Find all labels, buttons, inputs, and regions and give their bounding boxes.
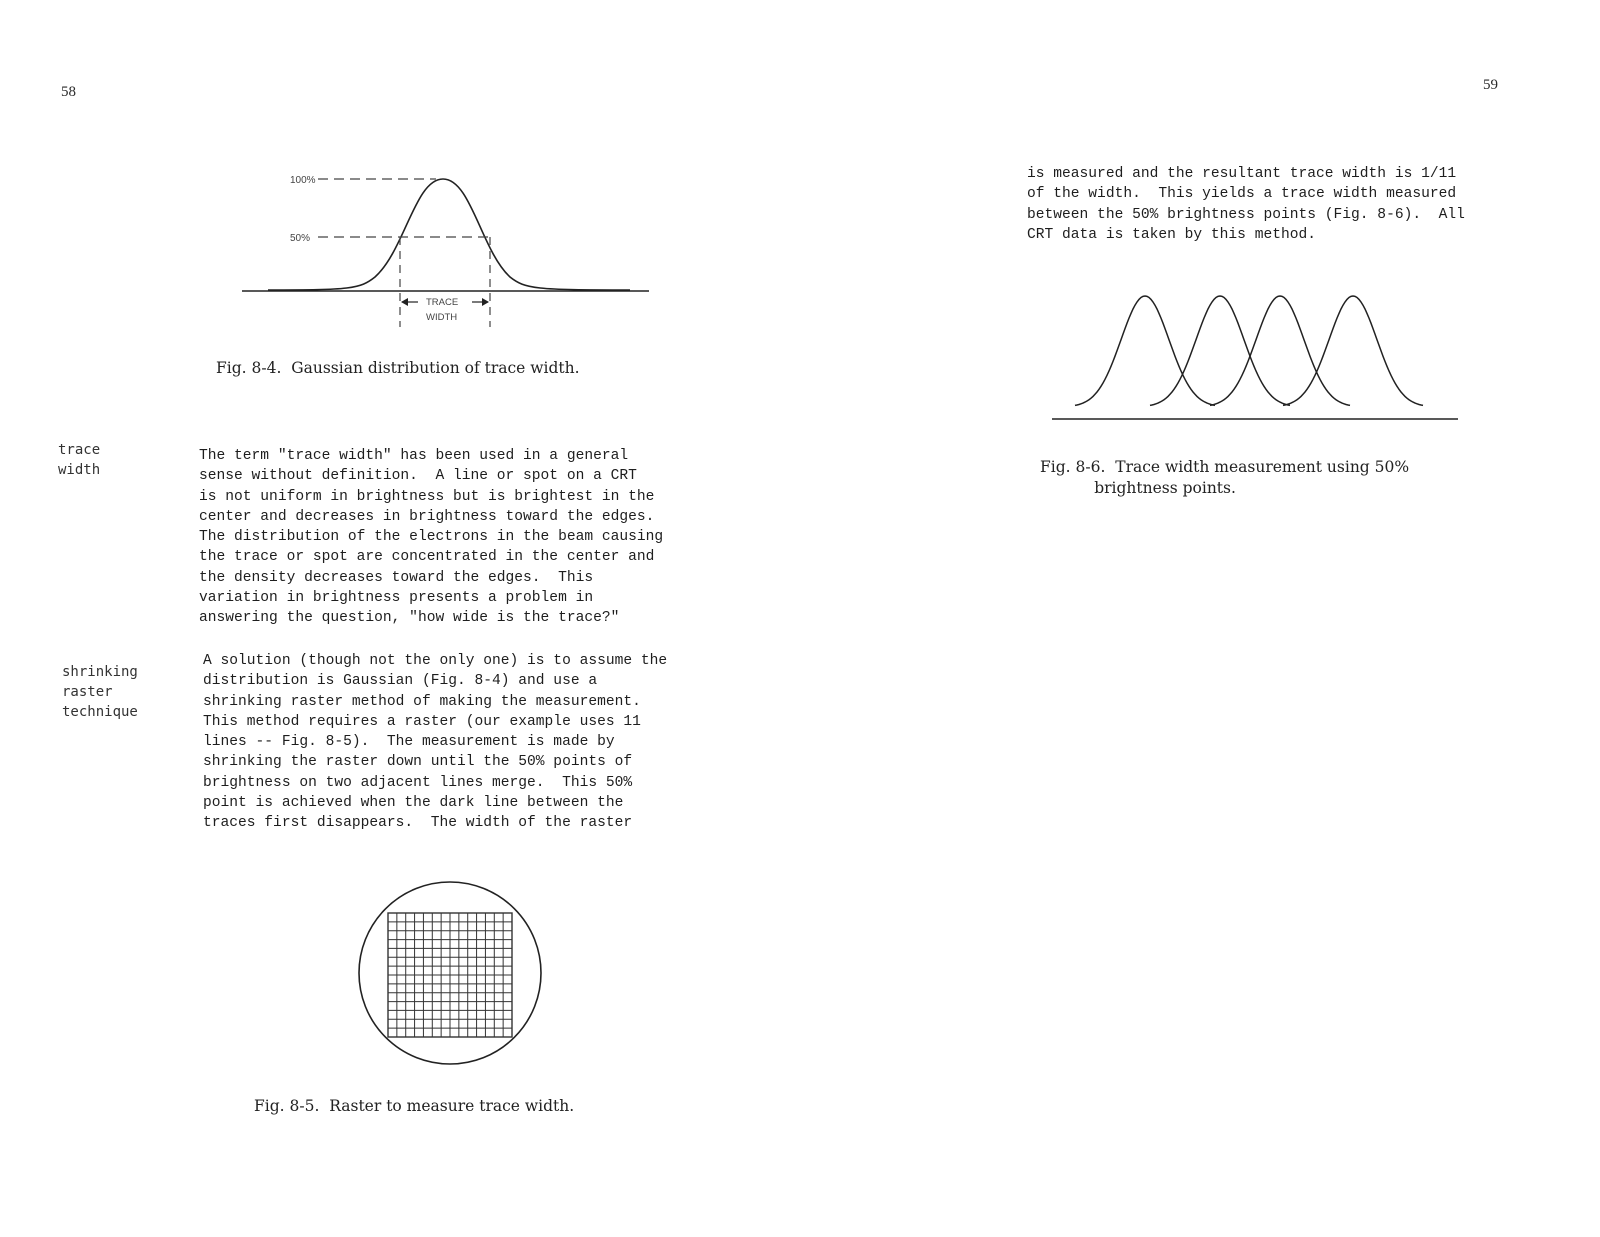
margin-note-shrinking-raster: shrinking raster technique xyxy=(62,664,138,720)
page-number-left: 58 xyxy=(61,84,76,100)
gaussian-curve xyxy=(268,179,630,290)
gaussian-curve xyxy=(1075,296,1215,405)
label-trace: TRACE xyxy=(426,297,459,308)
page-number-right: 59 xyxy=(1483,77,1498,93)
gaussian-curve xyxy=(1283,296,1423,405)
figure-8-4-gaussian xyxy=(240,165,670,335)
figure-8-6-caption: Fig. 8-6. Trace width measurement using 50% brightness points. xyxy=(1040,458,1410,497)
label-width: WIDTH xyxy=(426,312,458,323)
label-100: 100% xyxy=(290,175,316,186)
margin-note-trace-width: trace width xyxy=(58,442,101,478)
figure-8-5-raster xyxy=(355,880,545,1070)
gaussian-curve xyxy=(1210,296,1350,405)
arrow-right-head xyxy=(482,298,489,306)
gaussian-curve xyxy=(1150,296,1290,405)
paragraph-continued: is measured and the resultant trace width is 1/11 of the width. This yields a trace width measured between the 50% brightness points (Fig. 8-6). All CRT data is taken by this method. xyxy=(1027,166,1465,243)
paragraph-trace-width: The term "trace width" has been used in a general sense without definition. A line or spot on a CRT is not uniform in brightness but is brightest in the center and decreases in brightness toward the edges. The distribution of the electrons in the beam causing the trace or spot are concentrated in the center and the density decreases toward the edges. This variation in brightness presents a problem in answering the question, "how wide is the trace?" xyxy=(199,448,664,627)
label-50: 50% xyxy=(290,233,311,244)
figure-8-6-overlapping-gaussians xyxy=(1050,290,1470,430)
figure-8-5-caption: Fig. 8-5. Raster to measure trace width. xyxy=(254,1097,575,1115)
raster-grid xyxy=(388,913,512,1037)
paragraph-shrinking-raster: A solution (though not the only one) is to assume the distribution is Gaussian (Fig. 8-4) and use a shrinking raster method of making the measurement. This method requires a raster (our example uses 11 lines -- Fig. 8-5). The measurement is made by shrinking the raster down until the 50% points of brightness on two adjacent lines merge. This 50% point is achieved when the dark line between the traces first disappears. The width of the raster xyxy=(203,653,668,832)
arrow-left-head xyxy=(401,298,408,306)
figure-8-4-caption: Fig. 8-4. Gaussian distribution of trace width. xyxy=(216,359,580,377)
